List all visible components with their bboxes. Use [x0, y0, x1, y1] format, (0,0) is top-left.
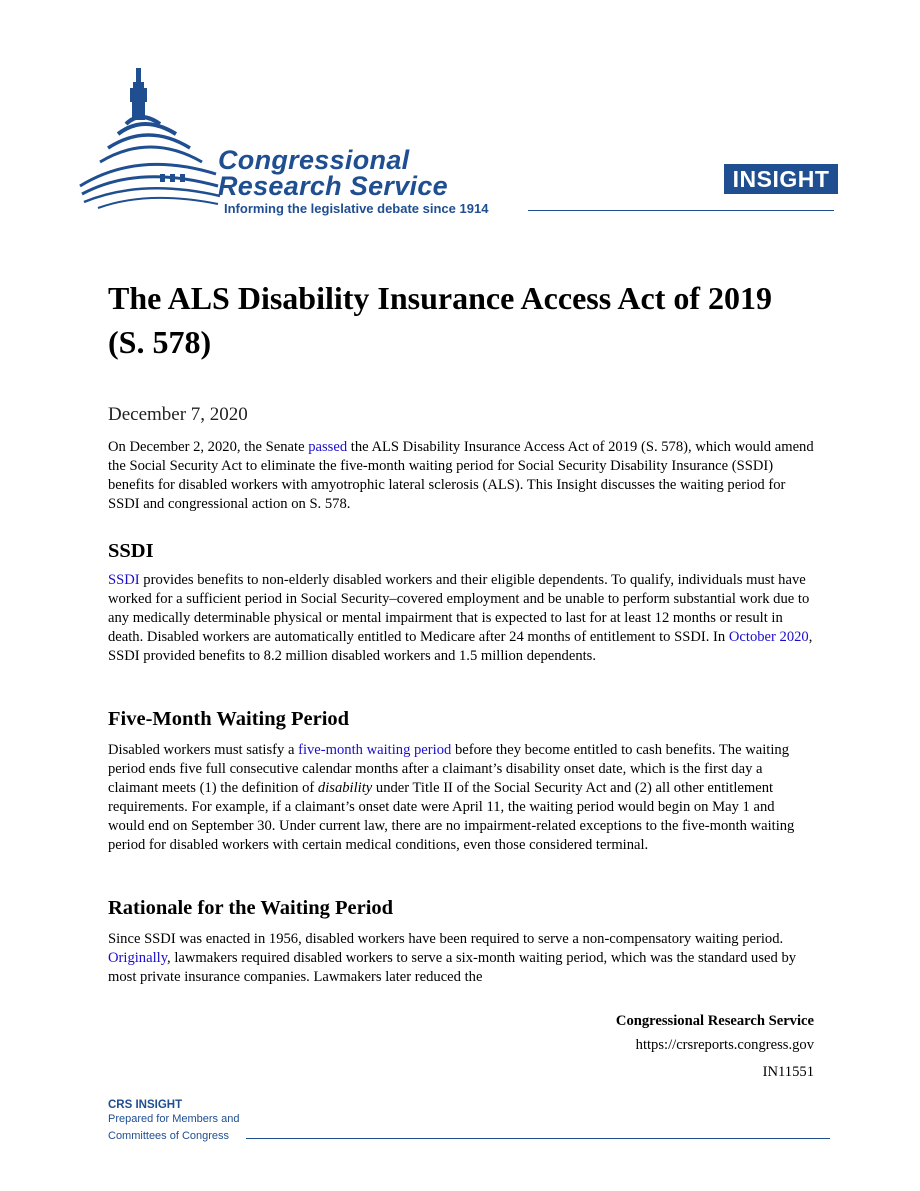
ssdi-link[interactable]: SSDI	[108, 572, 140, 588]
originally-link[interactable]: Originally	[108, 950, 168, 966]
org-tagline: Informing the legislative debate since 1914	[224, 201, 489, 216]
ssdi-paragraph: SSDI provides benefits to non-elderly disabled workers and their eligible dependents. To qualify, individuals must have worked for a sufficient period in Social Security–covered employment and be unable to perform substantial work due to any medically determinable physical or mental impairment that is expected to last for at least 12 months or result in death. Disabled workers are automatically entitled to Medicare after 24 months of entitlement to SSDI. In October 2020, SSDI provided benefits to 8.2 million disabled workers and 1.5 million dependents.	[108, 572, 813, 664]
footer-org-name: Congressional Research Service	[615, 1013, 814, 1029]
page-title: The ALS Disability Insurance Access Act of 2019 (S. 578)	[108, 280, 773, 360]
waiting-period-paragraph: Disabled workers must satisfy a five-month waiting period before they become entitled to cash benefits. The waiting period ends five full consecutive calendar months after a claimant’s disability onset date, which is the first day a claimant meets (1) the definition of disability under Title II of the Social Security Act and (2) all other entitlement requirements. For example, if a claimant’s onset date were April 11, the waiting period would begin on May 1 and would end on September 30. Under current law, there are no impairment-related exceptions to the five-month waiting period for disabled workers with certain medical conditions, even those considered terminal.	[108, 742, 795, 853]
capitol-dome-logo-icon	[78, 62, 223, 217]
crs-insight-label: CRS INSIGHT	[108, 1099, 183, 1111]
insight-badge: INSIGHT	[724, 164, 838, 194]
october-2020-link[interactable]: October 2020	[728, 629, 809, 645]
org-name-line-2: Research Service	[218, 171, 448, 201]
footer-divider	[246, 1138, 830, 1139]
prepared-for-line-1: Prepared for Members and	[108, 1113, 240, 1125]
prepared-for-line-2: Committees of Congress	[108, 1130, 230, 1142]
passed-link[interactable]: passed	[308, 439, 348, 455]
section-heading-waiting-period: Five-Month Waiting Period	[108, 708, 350, 730]
publication-date: December 7, 2020	[108, 404, 248, 425]
section-heading-rationale: Rationale for the Waiting Period	[108, 897, 394, 919]
five-month-waiting-period-link[interactable]: five-month waiting period	[298, 742, 452, 758]
rationale-paragraph: Since SSDI was enacted in 1956, disabled workers have been required to serve a non-compensatory waiting period. Originally, lawmakers required disabled workers to serve a six-month waiting period, which was the standard used by most private insurance companies. Lawmakers later reduced the	[108, 931, 797, 985]
org-name-line-1: Congressional	[218, 145, 410, 175]
section-heading-ssdi: SSDI	[108, 540, 154, 562]
footer-url: https://crsreports.congress.gov	[635, 1037, 814, 1053]
intro-paragraph: On December 2, 2020, the Senate passed the ALS Disability Insurance Access Act of 2019 (S. 578), which would amend the Social Security Act to eliminate the five-month waiting period for Social Security Disability Insurance (SSDI) benefits for disabled workers with amyotrophic lateral sclerosis (ALS). This Insight discusses the waiting period for SSDI and congressional action on S. 578.	[108, 439, 814, 512]
header-divider	[528, 210, 834, 211]
report-id: IN11551	[762, 1064, 814, 1080]
